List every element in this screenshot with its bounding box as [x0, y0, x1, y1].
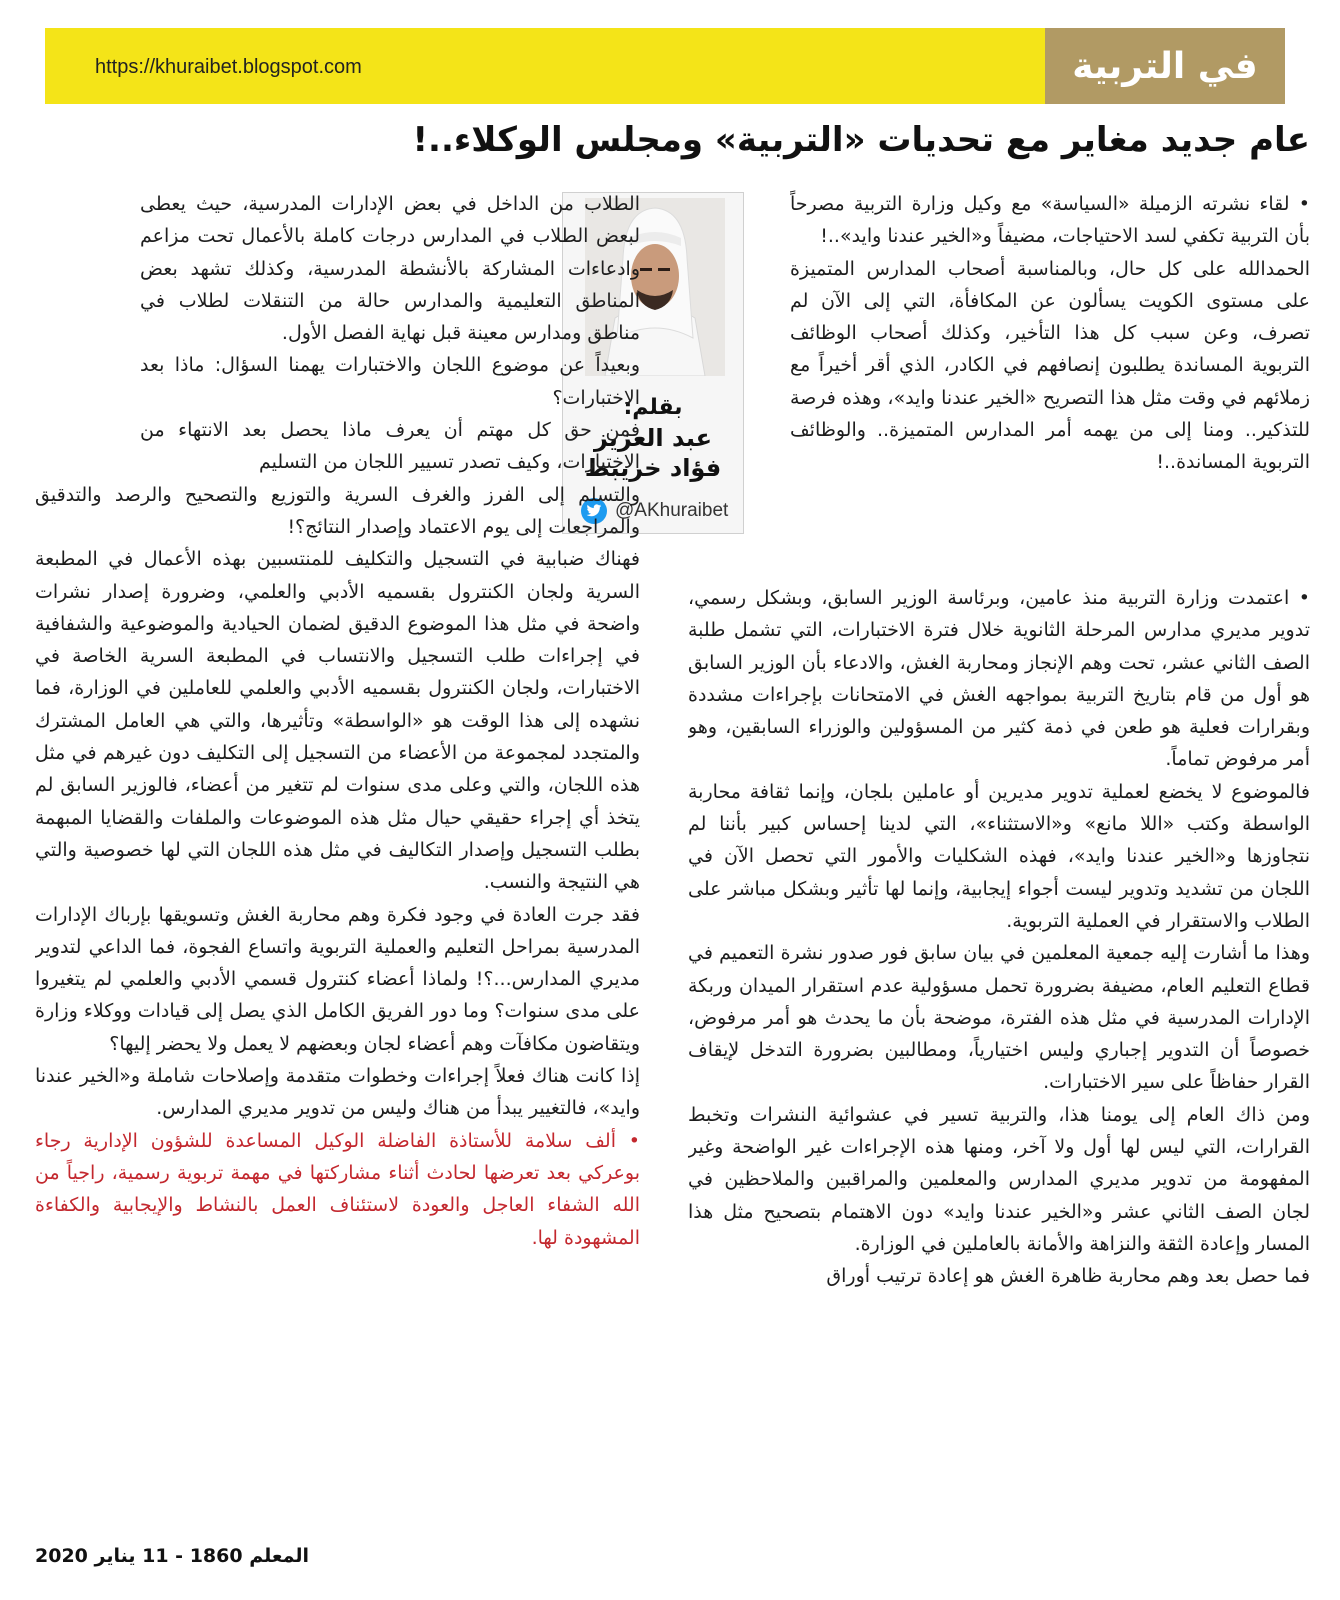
closing-note: • ألف سلامة للأستاذة الفاضلة الوكيل المساعدة للشؤون الإدارية رجاء بوعركي بعد تعرضها لحادث أثناء مشاركتها في مهمة تربوية رسمية، راجياً من الله الشفاء العاجل والعودة لاستئناف العمل بالنشاط والإيجابية والكفاءة المشهودة لها.: [35, 1129, 640, 1249]
paragraph: فهناك ضبابية في التسجيل والتكليف للمنتسبين بهذه الأعمال في المطبعة السرية ولجان الكنترول بقسميه الأدبي والعلمي، وضرورة إصدار نشرات واضحة في مثل هذا الموضوع الدقيق لضمان الحيادية والموضوعية والشفافية في إجراءات طلب التسجيل والانتساب في المطبعة السرية الخاصة في الاختبارات، ولجان الكنترول بقسميه الأدبي والعلمي للعاملين في الوزارة، فما نشهده إلى هذا الوقت هو «الواسطة» وتأثيرها، والتي هي العامل المشترك والمتجدد لمجموعة من الأعضاء من التسجيل إلى التكليف دون غيرهم في مثل هذه اللجان، والتي وعلى مدى سنوات لم تتغير من أعضاء، فالوزير السابق لم يتخذ أي إجراء حقيقي حيال مثل هذه الموضوعات والملفات والقضايا المبهمة بطلب التسجيل وإصدار التكاليف في مثل هذه اللجان التي لها خصوصية والتي هي النتيجة والنسب.: [35, 548, 640, 894]
paragraph: الحمدالله على كل حال، وبالمناسبة أصحاب المدارس المتميزة على مستوى الكويت يسألون عن المكافأة، التي إلى الآن لم تصرف، وعن سبب كل هذا التأخير، وكذلك أصحاب الوظائف التربوية المساندة يطلبون إنصافهم في الكادر، الذي أقر أخيراً مع زملائهم في وقت مثل هذا التصريح «الخير عندنا وايد»، وهذه فرصة للتذكير.. ومنا إلى من يهمه أمر المدارس المتميزة.. والوظائف التربوية المساندة..!: [790, 257, 1310, 474]
paragraph: • لقاء نشرته الزميلة «السياسة» مع وكيل وزارة التربية مصرحاً بأن التربية تكفي لسد الاحتياجات، مضيفاً و«الخير عندنا وايد»..!: [790, 193, 1310, 248]
twitter-handle: @AKhuraibet: [615, 500, 729, 521]
left-column-top: [140, 188, 640, 479]
author-name-last: فؤاد خريبط: [584, 454, 722, 482]
page-footer: [35, 1545, 309, 1567]
article-column-right-bottom: [688, 582, 1310, 1547]
paragraph: • اعتمدت وزارة التربية منذ عامين، وبرئاسة الوزير السابق، وبشكل رسمي، تدوير مديري مدارس المرحلة الثانوية خلال فترة الاختبارات، التي تشمل طلبة الصف الثاني عشر، تحت وهم الإنجاز ومحاربة الغش، والادعاء بأن الوزير السابق هو أول من قام بتاريخ التربية بمواجهه الغش في الامتحانات بإجراءات مشددة وبقرارات فعلية هو طعن في ذمة كثير من المسؤولين والوزراء السابقين، وهو أمر مرفوض تماماً.: [688, 587, 1310, 771]
paragraph: فمن حق كل مهتم أن يعرف ماذا يحصل بعد الانتهاء من الاختبارات، وكيف تصدر تسيير اللجان من التسليم: [140, 419, 640, 474]
article-headline: عام جديد مغاير مع تحديات «التربية» ومجلس الوكلاء..!: [412, 120, 1310, 160]
publication-name: المعلم: [249, 1545, 309, 1567]
issue-number: 1860: [189, 1545, 243, 1567]
paragraph: فقد جرت العادة في وجود فكرة وهم محاربة الغش وتسويقها بإرباك الإدارات المدرسية بمراحل التعليم والعملية التربوية واتساع الفجوة، فما الداعي لتدوير مديري المدارس...؟! ولماذا أعضاء كنترول قسمي الأدبي والعلمي لم يتغيروا على مدى سنوات؟ وما دور الفريق الكامل الذي يصل إلى قيادات ووكلاء وزارة ويتقاضون مكافآت وهم أعضاء لجان وبعضهم لا يعمل ولا يحضر إليها؟: [35, 903, 640, 1055]
article-column-left: [35, 188, 640, 1508]
byline-label: بقلم:: [623, 395, 683, 420]
footer-separator: -: [168, 1545, 184, 1567]
paragraph: فالموضوع لا يخضع لعملية تدوير مديرين أو عاملين بلجان، وإنما ثقافة محاربة الواسطة وكتب «اللا مانع» و«الاستثناء»، التي لدينا إحساس كبير بأننا لم نتجاوزها و«الخير عندنا وايد»، فهذه الشكليات والأمور التي تحصل الآن في اللجان من تشديد وتدوير ليست أجواء إيجابية، وإنما لها تأثير وبشكل مباشر على الطلاب والاستقرار في العملية التربوية.: [688, 780, 1310, 932]
paragraph: ومن ذاك العام إلى يومنا هذا، والتربية تسير في عشوائية النشرات وتخبط القرارات، التي ليس لها أول ولا آخر، ومنها هذه الإجراءات غير الواضحة وغير المفهومة من تدوير مديري المدارس والمعلمين والمراقبين والملاحظين في لجان الصف الثاني عشر و«الخير عندنا وايد» دون الاهتمام بتصحيح مثل هذا المسار وإعادة الثقة والنزاهة والأمانة بالعاملين في الوزارة.: [688, 1103, 1310, 1255]
author-name-first: عبد العزيز: [593, 424, 713, 452]
paragraph: فما حصل بعد وهم محاربة ظاهرة الغش هو إعادة ترتيب أوراق: [826, 1265, 1310, 1288]
paragraph: وبعيداً عن موضوع اللجان والاختبارات يهمنا السؤال: ماذا بعد الاختبارات؟: [140, 354, 640, 409]
paragraph: والتسلم إلى الفرز والغرف السرية والتوزيع والتصحيح والرصد والتدقيق والمراجعات إلى يوم الاعتماد وإصدار النتائج؟!: [35, 483, 640, 538]
paragraph: وهذا ما أشارت إليه جمعية المعلمين في بيان سابق فور صدور نشرة التعميم في قطاع التعليم العام، مضيفة بضرورة تحمل مسؤولية عدم استقرار الميدان وربكة الإدارات المدرسية في مثل هذه الفترة، موضحة بأن ما يحدث هو أمر مرفوض، خصوصاً أن التدوير إجباري وليس اختيارياً، ومطالبين بضرورة التدخل لإيقاف القرار حفاظاً على سير الاختبارات.: [688, 942, 1310, 1094]
section-label: في التربية: [1045, 28, 1285, 104]
issue-date: 11 يناير 2020: [35, 1545, 169, 1567]
paragraph: الطلاب من الداخل في بعض الإدارات المدرسية، حيث يعطى لبعض الطلاب في المدارس درجات كاملة بالأعمال تحت مزاعم وادعاءات المشاركة بالأنشطة المدرسية، وكذلك تشهد بعض المناطق التعليمية والمدارس حالة من التنقلات لطلاب في مناطق ومدارس معينة قبل نهاية الفصل الأول.: [140, 193, 640, 345]
header-bar: [45, 28, 1285, 104]
blog-url[interactable]: https://khuraibet.blogspot.com: [95, 56, 362, 78]
article-column-right-top: [790, 188, 1310, 588]
paragraph: إذا كانت هناك فعلاً إجراءات وخطوات متقدمة وإصلاحات شاملة و«الخير عندنا وايد»، فالتغيير يبدأ من هناك وليس من تدوير مديري المدارس.: [35, 1065, 640, 1120]
